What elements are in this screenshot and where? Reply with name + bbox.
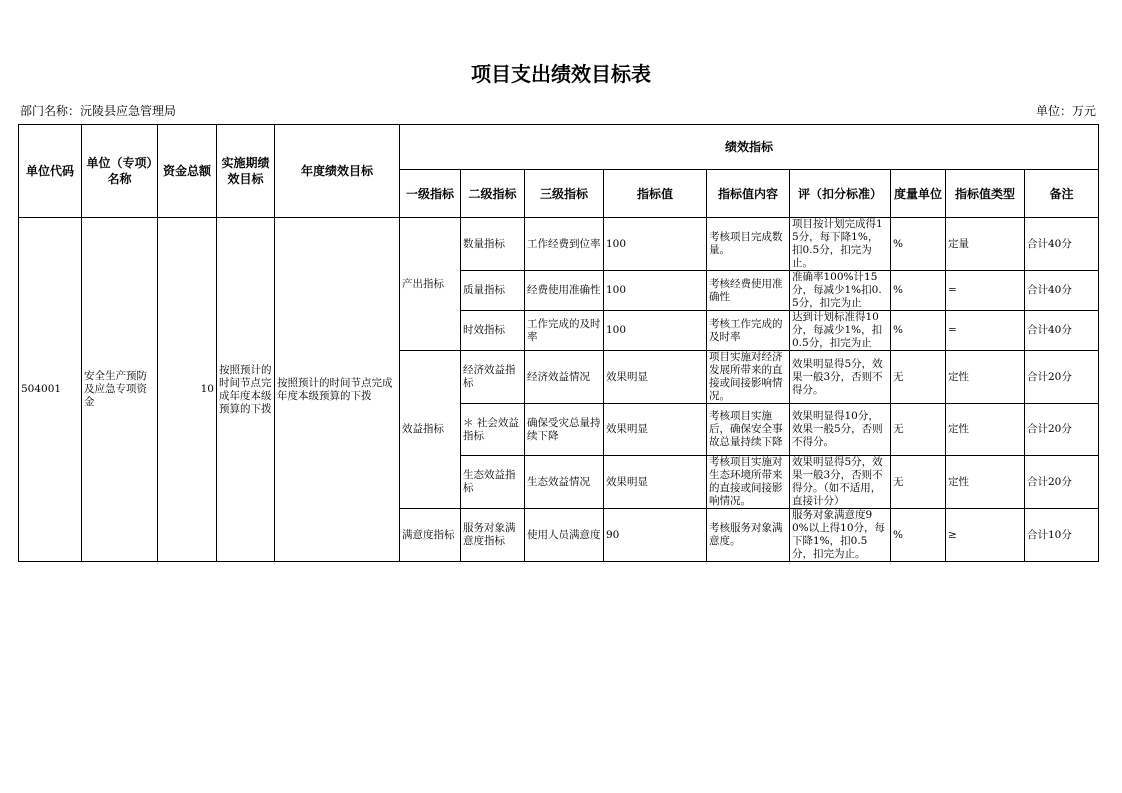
remark-cell: 合计20分 [1025,404,1099,456]
header-funds-total: 资金总额 [158,125,217,218]
scoring-cell: 达到计划标准得10分，每减少1%，扣0.5分，扣完为止 [790,311,891,351]
annual-goal-cell: 按照预计的时间节点完成年度本级预算的下拨 [275,218,400,562]
value-content-cell: 考核工作完成的及时率 [707,311,790,351]
header-kpi: 绩效指标 [400,125,1099,170]
value-type-cell: 定性 [946,404,1025,456]
level3-cell: 经济效益情况 [525,351,604,404]
value-cell: 效果明显 [604,351,707,404]
value-content-cell: 考核项目实施对生态环境所带来的直接或间接影响情况。 [707,456,790,509]
level3-cell: 工作完成的及时率 [525,311,604,351]
level3-cell: 确保受灾总量持续下降 [525,404,604,456]
value-content-cell: 考核服务对象满意度。 [707,509,790,562]
page-title: 项目支出绩效目标表 [471,62,651,86]
level2-cell: 时效指标 [461,311,525,351]
value-cell: 效果明显 [604,456,707,509]
level3-cell: 工作经费到位率 [525,218,604,271]
scoring-cell: 效果明显得10分，效果一般5分，否则不得分。 [790,404,891,456]
value-content-cell: 考核项目完成数量。 [707,218,790,271]
header-level2: 二级指标 [461,170,525,218]
measure-unit-cell: % [891,271,946,311]
header-level1: 一级指标 [400,170,461,218]
header-scoring: 评（扣分标准） [790,170,891,218]
value-cell: 100 [604,311,707,351]
remark-cell: 合计40分 [1025,311,1099,351]
level3-cell: 使用人员满意度 [525,509,604,562]
measure-unit-cell: 无 [891,404,946,456]
header-annual-goal: 年度绩效目标 [275,125,400,218]
header-row-1 [19,125,1099,170]
value-type-cell: = [946,311,1025,351]
value-type-cell: ≥ [946,509,1025,562]
level2-cell: 生态效益指标 [461,456,525,509]
value-cell: 100 [604,218,707,271]
level2-cell: 质量指标 [461,271,525,311]
value-cell: 90 [604,509,707,562]
value-type-cell: = [946,271,1025,311]
remark-cell: 合计10分 [1025,509,1099,562]
measure-unit-cell: 无 [891,351,946,404]
table-row [19,218,1099,271]
unit-name-cell: 安全生产预防及应急专项资金 [82,218,158,562]
remark-cell: 合计40分 [1025,271,1099,311]
value-content-cell: 考核经费使用准确性 [707,271,790,311]
level1-cell: 效益指标 [400,351,461,509]
level2-cell: ＊ 社会效益指标 [461,404,525,456]
value-cell: 效果明显 [604,404,707,456]
remark-cell: 合计40分 [1025,218,1099,271]
value-content-cell: 项目实施对经济发展所带来的直接或间接影响情况。 [707,351,790,404]
scoring-cell: 准确率100%计15分，每减少1%扣0.5分，扣完为止 [790,271,891,311]
remark-cell: 合计20分 [1025,351,1099,404]
header-period-goal: 实施期绩效目标 [217,125,275,218]
period-goal-cell: 按照预计的时间节点完成年度本级预算的下拨 [217,218,275,562]
value-cell: 100 [604,271,707,311]
level1-cell: 满意度指标 [400,509,461,562]
value-type-cell: 定性 [946,351,1025,404]
value-type-cell: 定量 [946,218,1025,271]
performance-table [18,124,1099,562]
level3-cell: 生态效益情况 [525,456,604,509]
funds-total-cell: 10 [158,218,217,562]
remark-cell: 合计20分 [1025,456,1099,509]
level1-cell: 产出指标 [400,218,461,351]
value-content-cell: 考核项目实施后，确保安全事故总量持续下降 [707,404,790,456]
measure-unit-cell: % [891,218,946,271]
department-label: 部门名称：沅陵县应急管理局 [20,104,177,118]
measure-unit-cell: % [891,311,946,351]
scoring-cell: 效果明显得5分，效果一般3分，否则不得分。（如不适用，直接计分） [790,456,891,509]
level2-cell: 数量指标 [461,218,525,271]
measure-unit-cell: % [891,509,946,562]
header-value-type: 指标值类型 [946,170,1025,218]
header-level3: 三级指标 [525,170,604,218]
measure-unit-cell: 无 [891,456,946,509]
scoring-cell: 服务对象满意度90%以上得10分，每下降1%，扣0.5分，扣完为止。 [790,509,891,562]
level2-cell: 经济效益指标 [461,351,525,404]
header-measure-unit: 度量单位 [891,170,946,218]
header-unit-code: 单位代码 [19,125,82,218]
header-remark: 备注 [1025,170,1099,218]
header-value-content: 指标值内容 [707,170,790,218]
scoring-cell: 效果明显得5分，效果一般3分，否则不得分。 [790,351,891,404]
header-value: 指标值 [604,170,707,218]
header-unit-name: 单位（专项）名称 [82,125,158,218]
level3-cell: 经费使用准确性 [525,271,604,311]
unit-code-cell: 504001 [19,218,82,562]
scoring-cell: 项目按计划完成得15分，每下降1%，扣0.5分，扣完为止。 [790,218,891,271]
value-type-cell: 定性 [946,456,1025,509]
level2-cell: 服务对象满意度指标 [461,509,525,562]
unit-label: 单位：万元 [1035,104,1096,118]
